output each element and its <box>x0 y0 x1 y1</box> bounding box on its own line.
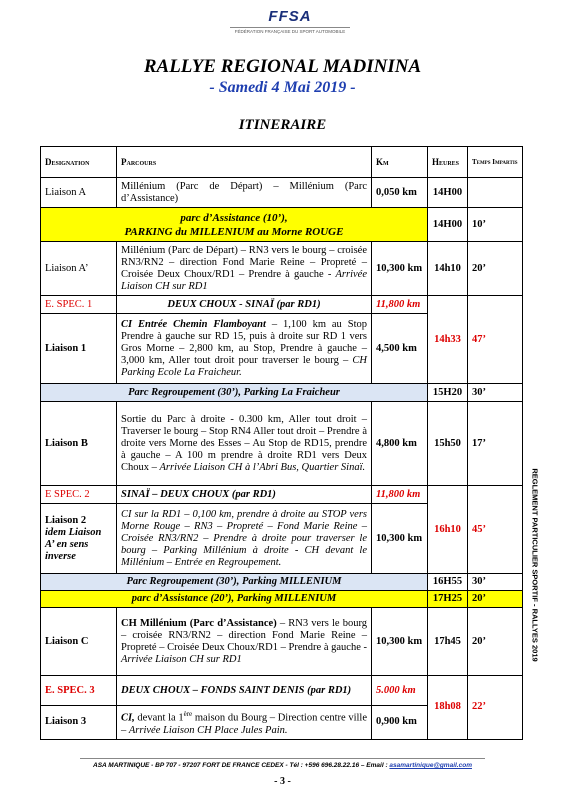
col-heures: Heures <box>428 147 468 178</box>
temps-cell: 30’ <box>468 384 523 402</box>
parcours-cell <box>117 314 372 384</box>
designation-cell: Liaison 1 <box>41 314 117 384</box>
km-cell: 5.000 km <box>372 676 428 706</box>
temps-cell <box>468 178 523 208</box>
table-row <box>41 486 523 504</box>
designation-label: Liaison 2 <box>45 514 87 526</box>
assistance-line2: PARKING du MILLENIUM au Morne ROUGE <box>124 225 344 238</box>
parcours-cell: DEUX CHOUX - SINAÏ (par RD1) <box>117 296 372 314</box>
ffsa-logo-subtitle: FÉDÉRATION FRANÇAISE DU SPORT AUTOMOBILE <box>234 29 346 34</box>
footer-address: ASA MARTINIQUE - BP 707 - 97207 FORT DE FRANCE CEDEX - Tél : +596 696.28.22.16 – Email : <box>93 762 388 769</box>
parcours-cell: DEUX CHOUX – FONDS SAINT DENIS (par RD1) <box>117 676 372 706</box>
heures-cell: 15H20 <box>428 384 468 402</box>
km-cell: 0,900 km <box>372 706 428 740</box>
table-row <box>41 178 523 208</box>
km-cell: 10,300 km <box>372 242 428 296</box>
temps-cell <box>468 676 523 740</box>
col-temps: Temps Impartis <box>468 147 523 178</box>
parcours-text: – 1,100 km au Stop Prendre à gauche sur RD 15, puis à droite sur RD 1 vers Gros Morne – 2,800 km, au Stop, Prendre à gauche – 3,000 km, Aller tout droit pour traverser le bourg – <box>121 318 367 366</box>
temps-value: 22’ <box>472 701 486 713</box>
parcours-cell: Millénium (Parc de Départ) – Millénium (Parc d’Assistance) <box>117 178 372 208</box>
page-number: - 3 - <box>274 776 291 787</box>
designation-cell: E SPEC. 2 <box>41 486 117 504</box>
temps-cell: 30’ <box>468 574 523 591</box>
parcours-arrival: Arrivée Liaison CH sur RD1 <box>121 653 242 665</box>
footer-email-link[interactable]: asamartinique@gmail.com <box>389 762 472 769</box>
heures-cell <box>428 486 468 574</box>
temps-cell: 20’ <box>468 242 523 296</box>
heures-cell: 17h45 <box>428 608 468 676</box>
temps-cell: 10’ <box>468 208 523 242</box>
temps-cell <box>468 296 523 384</box>
km-cell: 11,800 km <box>372 296 428 314</box>
parcours-text: – RN3 vers le bourg – croisée RN3/RN2 – direction Fond Marie Reine – Propreté – Croisée Deux Choux/RD1 – Prendre à gauche - <box>121 617 367 653</box>
table-row <box>41 384 523 402</box>
parcours-arrival: Arrivée Liaison CH Place Jules Pain. <box>128 724 288 736</box>
temps-cell: 17’ <box>468 402 523 486</box>
regroupement-park-cell: Parc Regroupement (30’), Parking La Fraicheur <box>41 384 428 402</box>
assistance-park-cell <box>41 208 428 242</box>
heures-cell <box>428 676 468 740</box>
parcours-arrival: Arrivée Liaison CH à l’Abri Bus, Quartier Sinaï. <box>159 461 366 473</box>
col-designation: Designation <box>41 147 117 178</box>
ordinal-suffix: ère <box>183 710 193 718</box>
km-cell: 4,800 km <box>372 402 428 486</box>
heures-cell <box>428 296 468 384</box>
designation-cell: Liaison A’ <box>41 242 117 296</box>
heures-cell: 14h10 <box>428 242 468 296</box>
table-row <box>41 676 523 706</box>
parcours-cell <box>117 402 372 486</box>
footer-divider <box>80 758 485 759</box>
table-row <box>41 208 523 242</box>
table-row <box>41 296 523 314</box>
designation-cell: Liaison B <box>41 402 117 486</box>
event-date: - Samedi 4 Mai 2019 - <box>209 79 356 96</box>
side-label <box>528 400 542 730</box>
parcours-text: Millénium (Parc de Départ) – RN3 vers le bourg – croisée RN3/RN2 – direction Fond Marie Reine – Propreté – Croisée Deux Choux/RD1 – Prendre à gauche - <box>121 244 367 280</box>
table-row <box>41 242 523 296</box>
heures-cell: 17H25 <box>428 591 468 608</box>
heures-cell: 14H00 <box>428 208 468 242</box>
temps-cell: 20’ <box>468 591 523 608</box>
table-header-row <box>41 147 523 178</box>
parcours-cell <box>117 242 372 296</box>
temps-cell: 20’ <box>468 608 523 676</box>
itinerary-table <box>40 146 523 740</box>
temps-value: 45’ <box>472 523 486 535</box>
temps-cell <box>468 486 523 574</box>
regroupement-park-cell: Parc Regroupement (30’), Parking MILLENIUM <box>41 574 428 591</box>
parcours-start: CH Millénium (Parc d’Assistance) <box>121 617 277 629</box>
km-cell: 10,300 km <box>372 608 428 676</box>
col-parcours: Parcours <box>117 147 372 178</box>
col-km: Km <box>372 147 428 178</box>
km-cell: 0,050 km <box>372 178 428 208</box>
km-cell: 10,300 km <box>372 504 428 574</box>
designation-cell: Liaison 3 <box>41 706 117 740</box>
ffsa-logo <box>230 8 350 34</box>
parcours-cell: CI sur la RD1 – 0,100 km, prendre à droite au STOP vers Morne Rouge – RN3 – Propreté – Fond Marie Reine – Croisée RN3/RN2 – Prendre à droite pour traverser le bourg – Parking Millénium à droite - CH devant le Millénium – Entrée en Regroupement. <box>117 504 372 574</box>
page-title: RALLYE REGIONAL MADININA <box>143 56 422 77</box>
designation-cell: E. SPEC. 3 <box>41 676 117 706</box>
logo-divider <box>230 27 350 28</box>
parcours-ci: CI, <box>121 712 135 724</box>
side-label-text: REGLEMENT PARTICULIER SPORTIF - RALLYES 2019 <box>530 468 540 662</box>
heures-cell: 15h50 <box>428 402 468 486</box>
designation-cell: Liaison A <box>41 178 117 208</box>
parcours-start: CI Entrée Chemin Flamboyant <box>121 318 266 330</box>
table-row <box>41 591 523 608</box>
designation-cell <box>41 504 117 574</box>
table-row <box>41 574 523 591</box>
designation-cell: E. SPEC. 1 <box>41 296 117 314</box>
heures-cell: 16H55 <box>428 574 468 591</box>
heures-cell: 14H00 <box>428 178 468 208</box>
footer <box>0 762 565 769</box>
ffsa-logo-mark: FFSA <box>268 8 312 25</box>
parcours-text: Sortie du Parc à droite - 0.300 km, Aller tout droit – Traverser le bourg – Stop RN4 Aller tout droit – Prendre à droite vers Morne des Esses – Au Stop de RD15, prendre à gauche – A 100 m prendre à droite RD1 vers Deux Choux – <box>121 413 367 473</box>
heures-value: 18h08 <box>434 701 461 713</box>
designation-note: idem Liaison A’ en sens inverse <box>45 526 102 562</box>
parcours-arrival: Arrivée Liaison CH sur RD1 <box>121 268 367 292</box>
parcours-arrival: CH Parking Ecole La Fraicheur. <box>121 354 368 378</box>
assistance-park-cell: parc d’Assistance (20’), Parking MILLENIUM <box>41 591 428 608</box>
parcours-cell <box>117 608 372 676</box>
table-row <box>41 608 523 676</box>
temps-value: 47’ <box>472 333 486 345</box>
km-cell: 4,500 km <box>372 314 428 384</box>
parcours-cell <box>117 706 372 740</box>
heures-value: 16h10 <box>434 523 461 535</box>
table-row <box>41 402 523 486</box>
designation-cell: Liaison C <box>41 608 117 676</box>
parcours-text-a: devant la 1 <box>137 712 184 724</box>
parcours-text-b: maison du Bourg – Direction centre ville – <box>121 712 368 736</box>
assistance-line1: parc d’Assistance (10’), <box>180 211 288 224</box>
km-cell: 11,800 km <box>372 486 428 504</box>
section-title: ITINERAIRE <box>238 117 327 133</box>
heures-value: 14h33 <box>434 333 461 345</box>
parcours-cell: SINAÏ – DEUX CHOUX (par RD1) <box>117 486 372 504</box>
